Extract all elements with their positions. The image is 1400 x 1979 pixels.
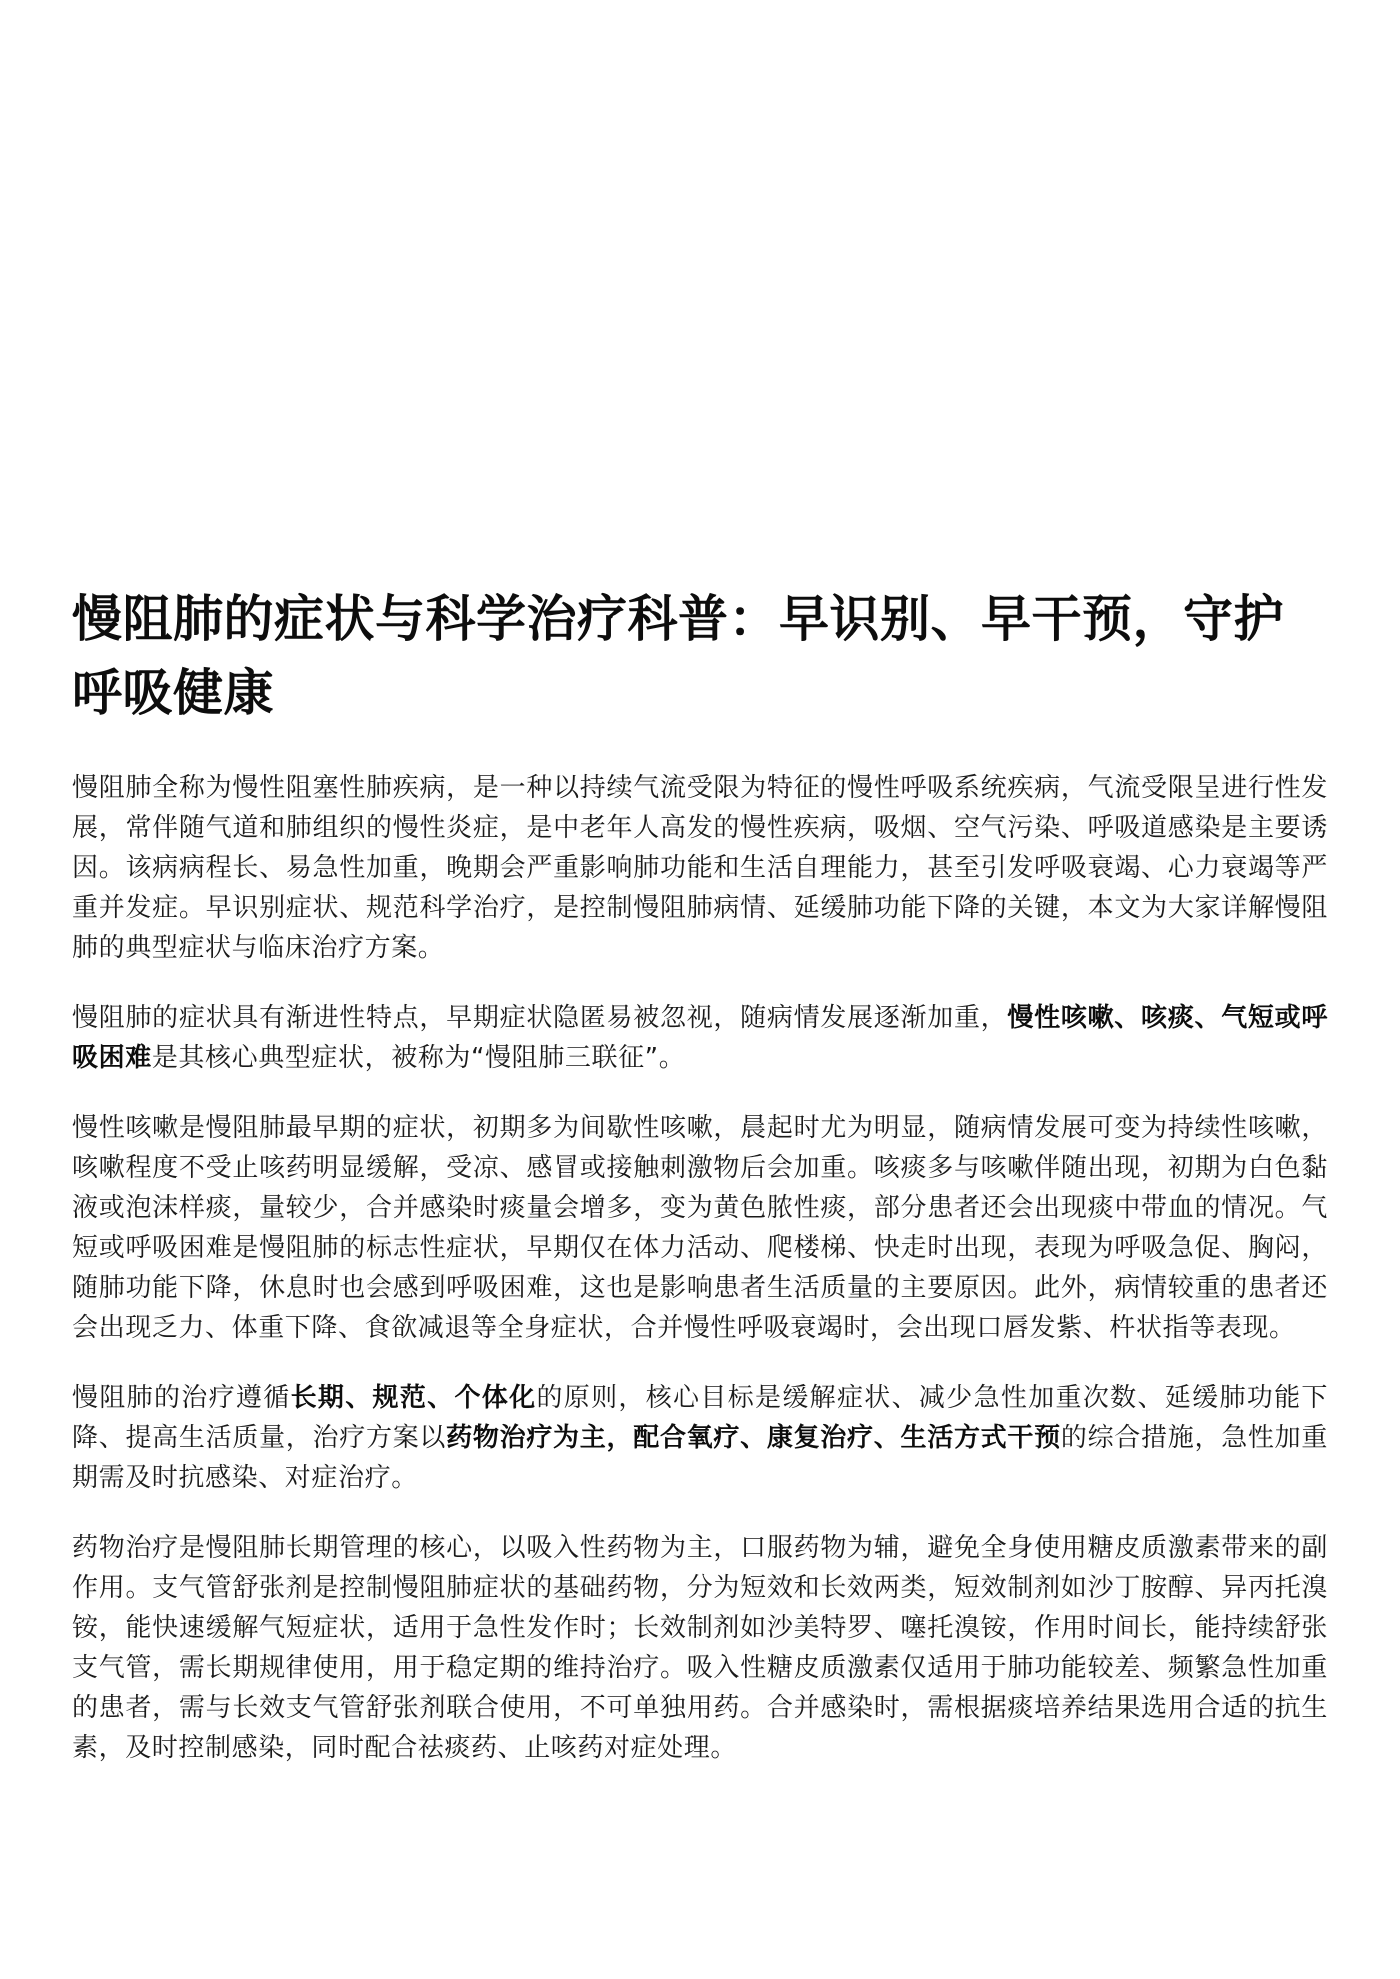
- emphasis-text: 慢性咳嗽、咳痰、气短或呼吸困难: [72, 1003, 1328, 1073]
- paragraph-text: 慢阻肺的症状具有渐进性特点，早期症状隐匿易被忽视，随病情发展逐渐加重，: [72, 1003, 1008, 1033]
- emphasis-text: 长期、规范、个体化: [290, 1383, 537, 1413]
- paragraph-text: 的原则，核心目标是缓解症状、减少急性加重次数、延缓肺功能下降、提高生活质量，治疗方案以: [72, 1383, 1328, 1453]
- paragraph-text: 慢性咳嗽是慢阻肺最早期的症状，初期多为间歇性咳嗽，晨起时尤为明显，随病情发展可变为持续性咳嗽，咳嗽程度不受止咳药明显缓解，受凉、感冒或接触刺激物后会加重。咳痰多与咳嗽伴随出现，初期为白色黏液或泡沫样痰，量较少，合并感染时痰量会增多，变为黄色脓性痰，部分患者还会出现痰中带血的情况。气短或呼吸困难是慢阻肺的标志性症状，早期仅在体力活动、爬楼梯、快走时出现，表现为呼吸急促、胸闷，随肺功能下降，休息时也会感到呼吸困难，这也是影响患者生活质量的主要原因。此外，病情较重的患者还会出现乏力、体重下降、食欲减退等全身症状，合并慢性呼吸衰竭时，会出现口唇发紫、杵状指等表现。: [72, 1113, 1328, 1343]
- paragraph-text: 药物治疗是慢阻肺长期管理的核心，以吸入性药物为主，口服药物为辅，避免全身使用糖皮质激素带来的副作用。支气管舒张剂是控制慢阻肺症状的基础药物，分为短效和长效两类，短效制剂如沙丁胺醇、异丙托溴铵，能快速缓解气短症状，适用于急性发作时；长效制剂如沙美特罗、噻托溴铵，作用时间长，能持续舒张支气管，需长期规律使用，用于稳定期的维持治疗。吸入性糖皮质激素仅适用于肺功能较差、频繁急性加重的患者，需与长效支气管舒张剂联合使用，不可单独用药。合并感染时，需根据痰培养结果选用合适的抗生素，及时控制感染，同时配合祛痰药、止咳药对症处理。: [72, 1533, 1328, 1763]
- paragraph-text: 慢阻肺全称为慢性阻塞性肺疾病，是一种以持续气流受限为特征的慢性呼吸系统疾病，气流受限呈进行性发展，常伴随气道和肺组织的慢性炎症，是中老年人高发的慢性疾病，吸烟、空气污染、呼吸道感染是主要诱因。该病病程长、易急性加重，晚期会严重影响肺功能和生活自理能力，甚至引发呼吸衰竭、心力衰竭等严重并发症。早识别症状、规范科学治疗，是控制慢阻肺病情、延缓肺功能下降的关键，本文为大家详解慢阻肺的典型症状与临床治疗方案。: [72, 773, 1328, 963]
- article-title: 慢阻肺的症状与科学治疗科普：早识别、早干预，守护呼吸健康: [72, 590, 1284, 722]
- article: [72, 582, 1328, 1798]
- emphasis-text: 药物治疗为主，配合氧疗、康复治疗、生活方式干预: [446, 1423, 1061, 1453]
- article-paragraph: [72, 1108, 1328, 1348]
- article-paragraph: [72, 1528, 1328, 1768]
- article-paragraph: [72, 998, 1328, 1078]
- paragraph-text: 是其核心典型症状，被称为“慢阻肺三联征”。: [151, 1043, 686, 1073]
- article-paragraph: [72, 768, 1328, 968]
- paragraph-text: 的综合措施，急性加重期需及时抗感染、对症治疗。: [72, 1423, 1328, 1493]
- article-paragraph: [72, 1378, 1328, 1498]
- article-body: [72, 768, 1328, 1768]
- paragraph-text: 慢阻肺的治疗遵循: [72, 1383, 291, 1413]
